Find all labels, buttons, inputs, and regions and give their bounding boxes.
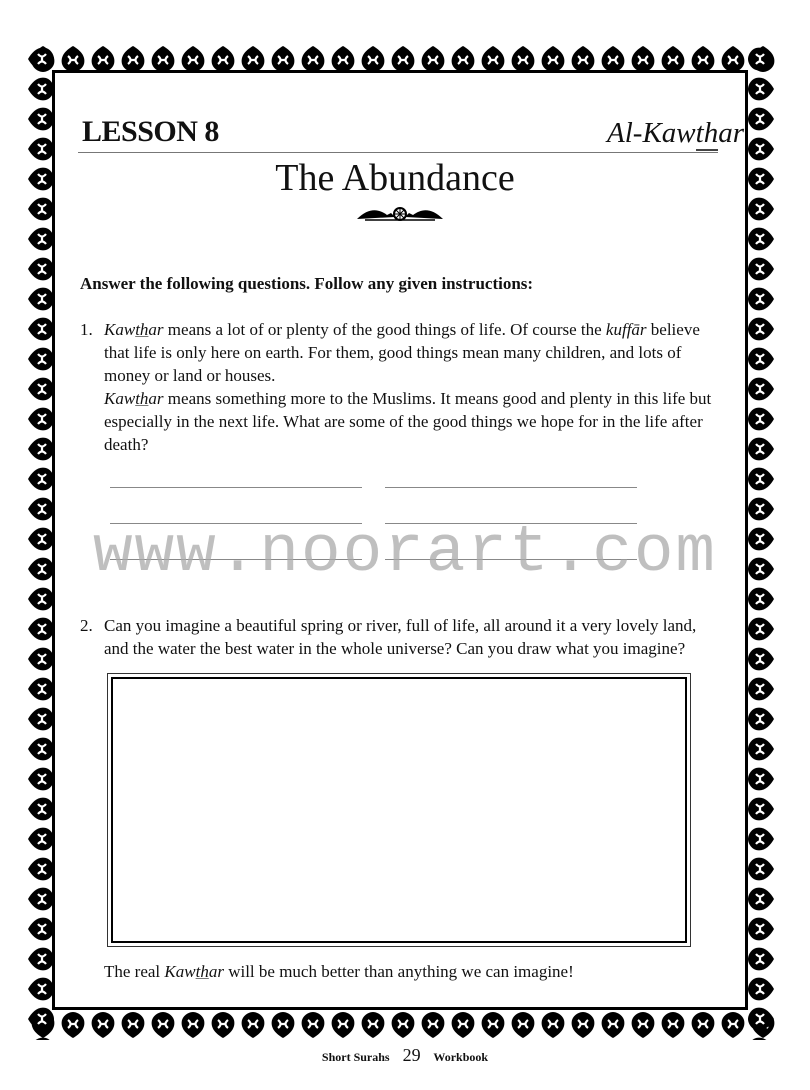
answer-line[interactable]	[385, 487, 637, 488]
drawing-box[interactable]	[107, 673, 691, 947]
question-1	[80, 318, 720, 456]
footer-book-type: Workbook	[433, 1050, 489, 1064]
drawing-box-inner-border	[111, 677, 687, 943]
question-text: Can you imagine a beautiful spring or river, full of life, all around it a very lovely land, and the water the best water in the whole universe? Can you draw what you imagine?	[104, 616, 697, 658]
page-title: The Abundance	[275, 157, 515, 199]
title-rule	[78, 152, 718, 153]
page-footer	[0, 1045, 810, 1066]
watermark: www.noorart.com	[92, 515, 718, 590]
question-number: 2.	[80, 616, 93, 635]
question-2	[80, 614, 720, 660]
question-number: 1.	[80, 320, 93, 339]
footer-book-title: Short Surahs	[321, 1050, 390, 1064]
instructions: Answer the following questions. Follow any given instructions:	[80, 274, 534, 293]
answer-line[interactable]	[110, 487, 362, 488]
title-ornament-icon	[355, 203, 445, 223]
lesson-label: LESSON 8	[82, 115, 219, 148]
ornamental-border-bottom	[28, 1010, 778, 1040]
surah-name: Al-Kawthar	[607, 117, 744, 149]
page-number: 29	[402, 1045, 421, 1065]
closing-statement: The real Kawthar will be much better than anything we can imagine!	[104, 962, 574, 981]
question-text: Kawthar means a lot of or plenty of the good things of life. Of course the kuffār believe that life is only here on earth. For them, good things mean many children, and lots of money or land or houses. Kawthar means something more to the Muslims. It means good and plenty in this life but especially in the next life. What are some of the good things we hope for in the life after death?	[104, 320, 712, 454]
ornamental-border-top	[28, 44, 778, 72]
